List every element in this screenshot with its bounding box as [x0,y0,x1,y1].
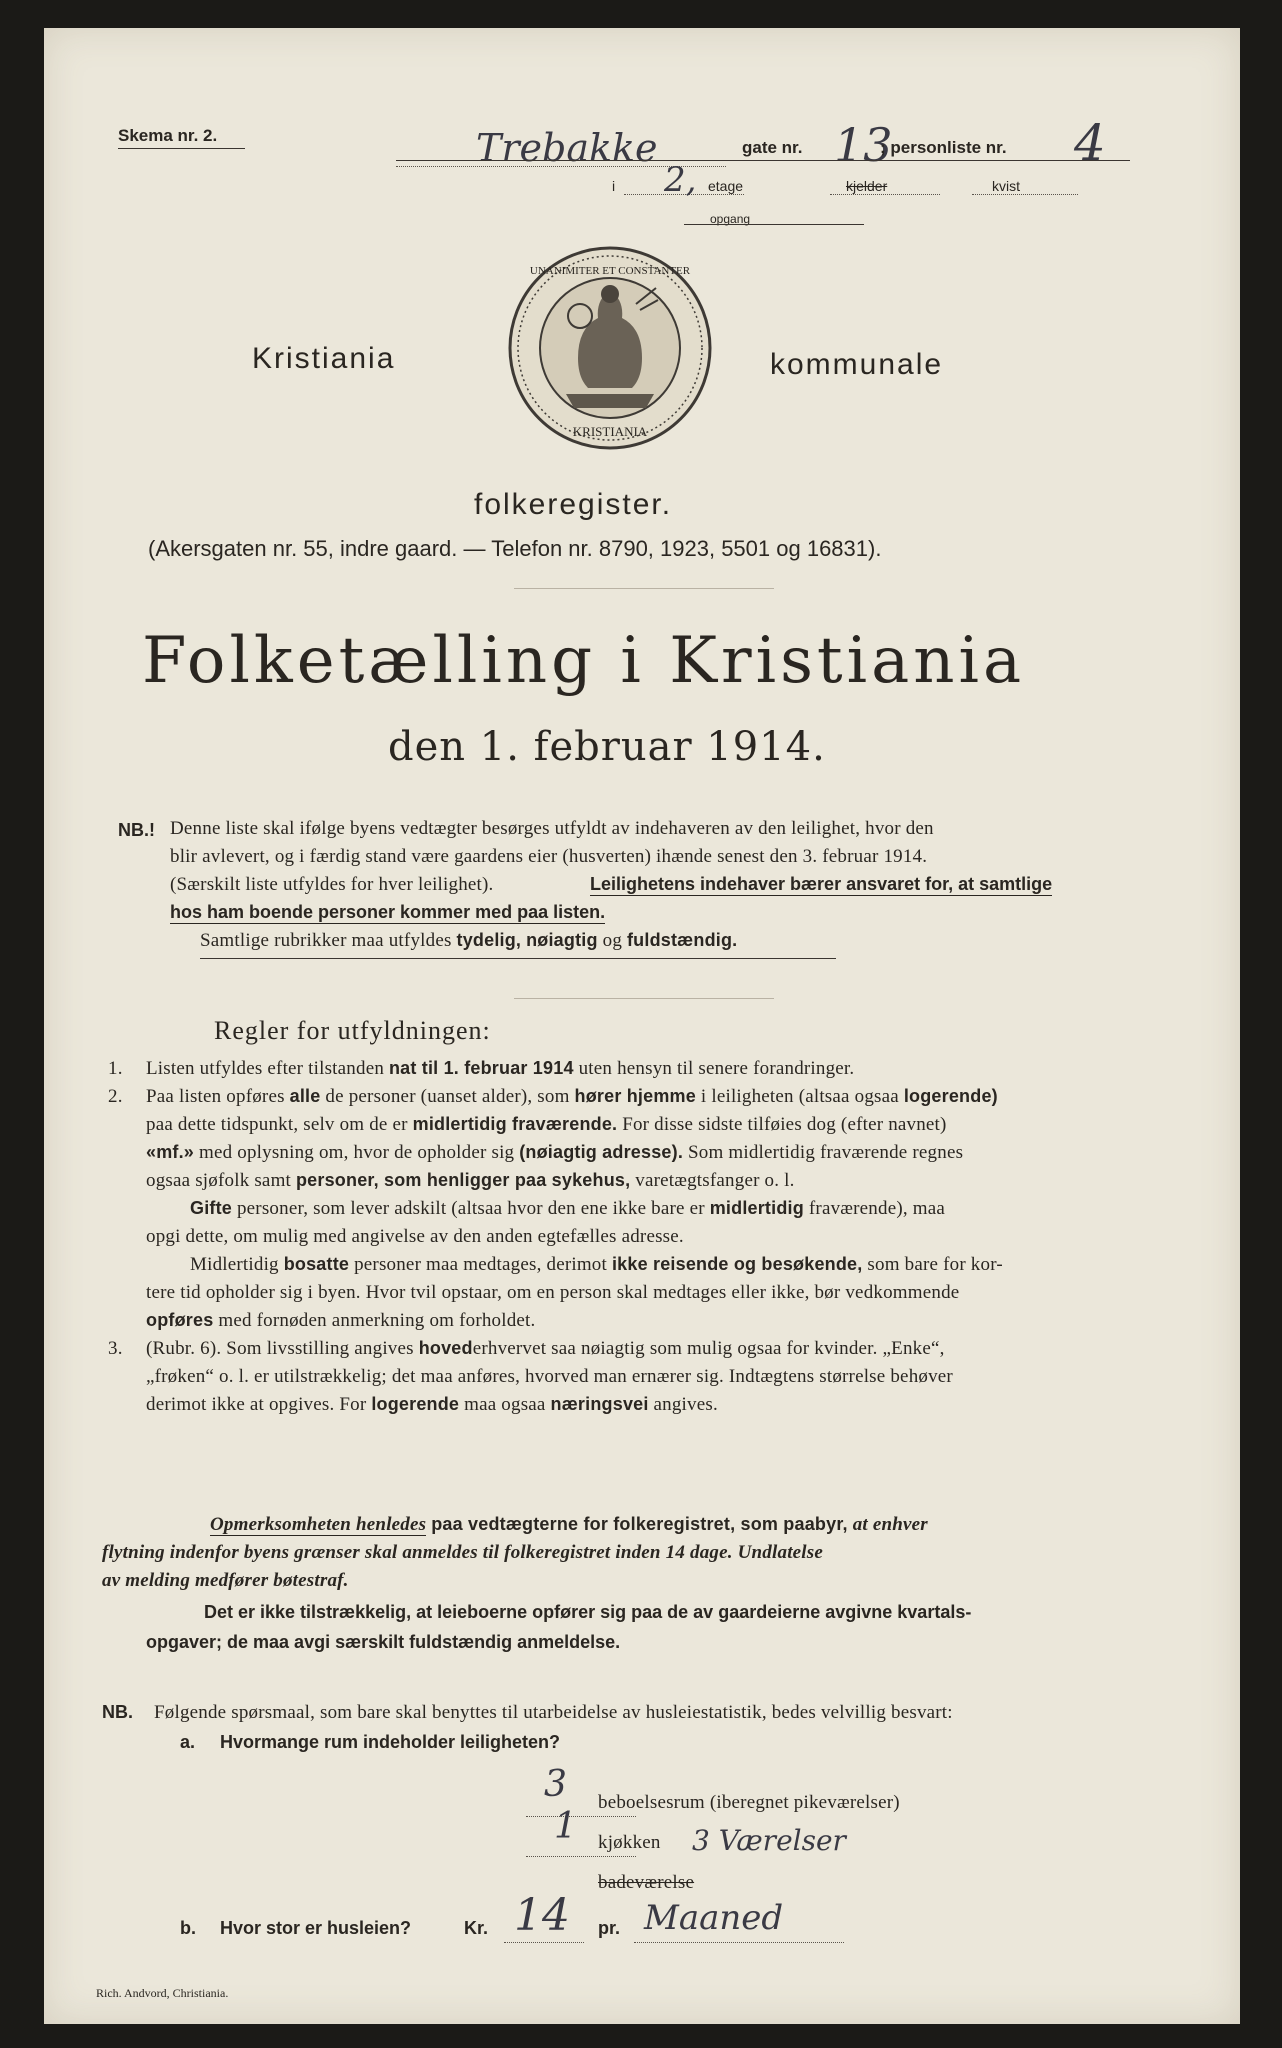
rule2-l7a: Midlertidig [190,1254,279,1275]
seal-top-text: UNANIMITER ET CONSTANTER [529,265,691,277]
nb1-line4: hos ham boende personer kommer med paa listen. [170,902,606,922]
rule3-l3b: logerende [371,1394,460,1414]
rule2-l7b: bosatte [283,1254,350,1274]
etage-label: etage [708,178,744,194]
opgang-label: opgang [710,212,751,226]
header-long-underline [396,160,1130,161]
kitchen-value: 1 [554,1806,577,1847]
census-form-page [44,28,1240,2024]
rule2-l3a: «mf.» [146,1142,195,1162]
rule2-l1e: i leiligheten (altsaa ogsaa [700,1086,899,1107]
opgang-line [684,224,864,225]
rule2-l7e: som bare for kor- [867,1254,1003,1275]
rule2-l2b: midlertidig fraværende. [412,1114,618,1134]
nb1-label: NB.! [118,820,155,840]
rule2-l5d: fraværende), maa [808,1198,946,1219]
personliste-label: ; personliste nr. [880,138,1007,157]
gate-label: gate nr. [742,138,803,157]
skema-number: Skema nr. 2. [118,126,218,145]
rule2-l4b: personer, som henligger paa sykehus, [295,1170,631,1190]
kitchen-line [526,1856,636,1857]
rule3-l1c: erhvervet saa nøiagtig som mulig ogsaa for kvinder. „Enke“, [472,1338,945,1359]
rule3-l3e: angives. [653,1394,718,1415]
qb-text: Hvor stor er husleien? [220,1918,412,1938]
per-line [634,1942,844,1943]
office-address: (Akersgaten nr. 55, indre gaard. — Telefon nr. 8790, 1923, 5501 og 16831). [148,536,882,561]
notice-line3: av melding medfører bøtestraf. [102,1570,349,1591]
qb-label: b. [180,1918,196,1938]
rule2-l1c: de personer (uanset alder), som [325,1086,570,1107]
kvist-label: kvist [992,178,1020,194]
notice-line1 [210,1514,928,1536]
rule2-line2 [146,1114,947,1136]
office-line2: folkeregister. [474,488,673,521]
bath-label: badeværelse [598,1872,695,1893]
rooms-value: 3 [544,1764,567,1805]
main-title: Folketælling i Kristiania [142,624,1026,698]
rule2-l3c: (nøiagtig adresse). [519,1142,684,1162]
rule2-line4 [146,1170,795,1192]
i-label: i [612,178,616,194]
nb1-line5a [200,930,737,952]
notice-line5: opgaver; de maa avgi særskilt fuldstændig anmeldelse. [146,1632,621,1652]
nb1-line5d: og [602,930,623,951]
rule3-number: 3. [108,1338,123,1359]
rule3-l1b: hoved [418,1338,473,1358]
rule2-l2a: paa dette tidspunkt, selv om de er [146,1114,408,1135]
rule3-line1 [146,1338,945,1360]
nb1-line3b: Leilighetens indehaver bærer ansvaret for, at samtlige [590,874,1053,894]
rooms-label: beboelsesrum (iberegnet pikeværelser) [598,1792,900,1813]
rule2-l3b: med oplysning om, hvor de opholder sig [198,1142,515,1163]
skema-underline [118,148,245,149]
notice-l1b: paa vedtægterne for folkeregistret, som paabyr, [431,1514,848,1534]
notice-line4: Det er ikke tilstrækkelig, at leieboerne opfører sig paa de av gaardeierne avgivne kvartals- [204,1602,972,1622]
office-left: Kristiania [252,342,396,375]
nb2-line: Følgende spørsmaal, som bare skal benyttes til utarbeidelse av husleiestatistik, bedes velvillig besvart: [154,1702,953,1723]
rule2-l2c: For disse sidste tilføies dog (efter navnet) [622,1114,947,1135]
rule2-l1d: hører hjemme [574,1086,696,1106]
rule2-line6: opgi dette, om mulig med angivelse av den anden egtefælles adresse. [146,1226,684,1247]
nb1-line5e: fuldstændig. [626,930,738,950]
rule2-line3 [146,1142,963,1164]
nb1-line5a-text: Samtlige rubrikker maa utfyldes [200,930,452,951]
rule1-a: Listen utfyldes efter tilstanden [146,1058,385,1079]
kvist-line [972,194,1078,195]
rule2-l7c: personer maa medtages, derimot [354,1254,607,1275]
rule3-line3 [146,1394,718,1416]
notice-l1c: at enhver [852,1514,928,1535]
rule2-l9a: opføres [146,1310,214,1330]
per-value: Maaned [644,1898,784,1938]
rule2-line5 [190,1198,945,1220]
rule2-l7d: ikke reisende og besøkende, [611,1254,863,1274]
rule2-line1 [146,1086,998,1108]
nb1-line5b: tydelig, [456,930,522,950]
rule1-number: 1. [108,1058,123,1079]
rule2-number: 2. [108,1086,123,1107]
rule2-l5c: midlertidig [709,1198,804,1218]
rules-heading: Regler for utfyldningen: [214,1016,491,1045]
rule2-l4c: varetægtsfanger o. l. [635,1170,795,1191]
rule2-l1a: Paa listen opføres [146,1086,285,1107]
rule2-l5b: personer, som lever adskilt (altsaa hvor den ene ikke bare er [236,1198,705,1219]
notice-l1a: Opmerksomheten henledes [210,1514,427,1535]
rule2-line8: tere tid opholder sig i byen. Hvor tvil opstaar, om en person skal medtages eller ikke, bør vedkommende [146,1282,960,1303]
pr-label: pr. [598,1918,621,1938]
rule2-l4a: ogsaa sjøfolk samt [146,1170,292,1191]
rule3-l3d: næringsvei [550,1394,649,1414]
rule2-l9b: med fornøden anmerkning om forholdet. [218,1310,536,1331]
qa-label: a. [180,1732,196,1752]
nb1-line5c: nøiagtig [526,930,598,950]
rule1-b: nat til 1. februar 1914 [388,1058,574,1078]
kristiania-seal-icon [506,244,714,452]
rule2-l1b: alle [289,1086,321,1106]
nb1-line3a: (Særskilt liste utfyldes for hver leilighet). [170,874,494,895]
nb1-line5-underline [200,958,836,959]
rule3-l1a: (Rubr. 6). Som livsstilling angives [146,1338,414,1359]
qa-text: Hvormange rum indeholder leiligheten? [220,1732,561,1752]
notice-line2: flytning indenfor byens grænser skal anmeldes til folkeregistret inden 14 dage. Undlatelse [102,1542,824,1563]
etage-value: 2, [664,160,697,200]
kitchen-label: kjøkken [598,1832,661,1853]
divider-1 [514,588,774,589]
kjelder-line [830,194,940,195]
rule2-l1f: logerende) [903,1086,998,1106]
nb1-line2: blir avlevert, og i færdig stand være gaardens eier (husverten) ihænde senest den 3. februar 1914. [170,846,928,867]
kjelder-label: kjelder [846,178,888,194]
personliste-number: 4 [1074,114,1106,172]
rooms-line [526,1816,636,1817]
rent-line [504,1942,584,1943]
date-title: den 1. februar 1914. [388,724,826,770]
rule2-line7 [190,1254,1003,1276]
office-right: kommunale [770,348,944,381]
printer-credit: Rich. Andvord, Christiania. [96,1986,229,2000]
rule3-l3c: maa ogsaa [464,1394,546,1415]
rule2-l3d: Som midlertidig fraværende regnes [688,1142,964,1163]
kr-label: Kr. [464,1918,489,1938]
rule3-line2: „frøken“ o. l. er utilstrækkelig; det maa anføres, hvorved man ernærer sig. Indtægtens størrelse behøver [146,1366,953,1387]
nb2-label: NB. [102,1702,133,1722]
rule2-l5a: Gifte [190,1198,233,1218]
rule1-line [146,1058,854,1080]
seal-bottom-text: KRISTIANIA [572,424,648,439]
rent-value: 14 [514,1890,570,1941]
nb1-line1: Denne liste skal ifølge byens vedtægter besørges utfyldt av indehaveren av den leilighet, hvor den [170,818,934,839]
kitchen-note: 3 Værelser [692,1824,846,1857]
rule2-line9 [146,1310,535,1332]
divider-2 [514,998,774,999]
street-handwritten: Trebakke [476,126,658,170]
rule3-l3a: derimot ikke at opgives. For [146,1394,367,1415]
rule1-c: uten hensyn til senere forandringer. [578,1058,855,1079]
gate-number: 13 [834,118,893,172]
